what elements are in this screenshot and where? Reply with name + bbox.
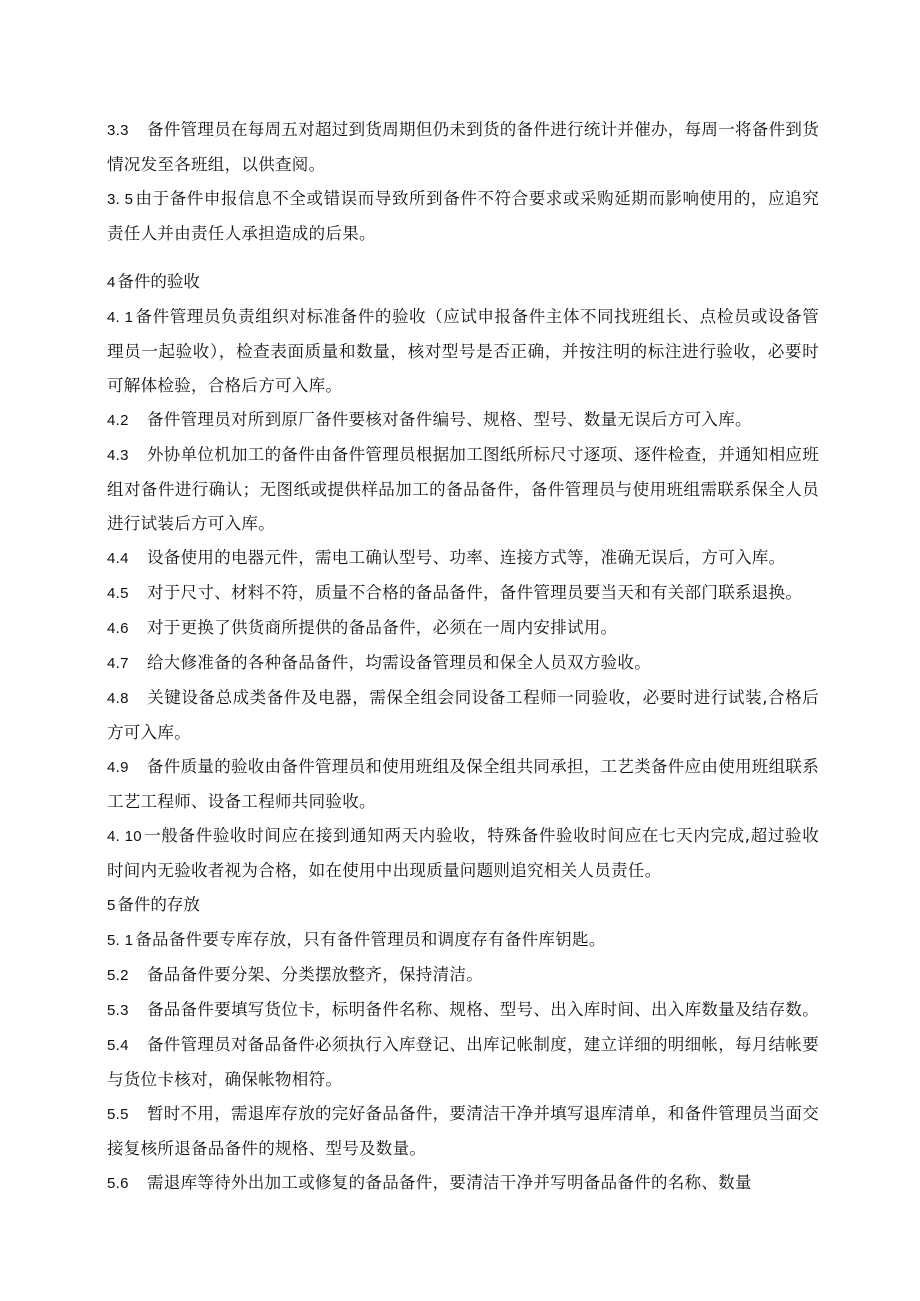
- section-title: 备件的验收: [117, 272, 200, 291]
- clause-number: 4.9: [107, 759, 129, 776]
- section-title: 备件的存放: [117, 895, 200, 914]
- paragraph-5-5: [107, 1097, 819, 1166]
- paragraph-4-5: [107, 576, 819, 611]
- paragraph-4-1: [107, 300, 819, 403]
- paragraph-3-3: [107, 113, 819, 182]
- clause-text: 备品备件要专库存放，只有备件管理员和调度存有备件库钥匙。: [135, 930, 606, 949]
- clause-number: 4.5: [107, 585, 129, 602]
- clause-number: 4.3: [107, 447, 129, 464]
- clause-number: 4.2: [107, 412, 129, 429]
- paragraph-4-2: [107, 403, 819, 438]
- paragraph-4-9: [107, 750, 819, 819]
- section-number: 4: [107, 274, 116, 291]
- clause-text: 备品备件要分架、分类摆放整齐，保持清洁。: [147, 965, 483, 984]
- paragraph-4-7: [107, 646, 819, 681]
- paragraph-4-3: [107, 438, 819, 541]
- clause-text: 暂时不用，需退库存放的完好备品备件，要清洁干净并填写退库清单，和备件管理员当面交接复核所退备品备件的规格、型号及数量。: [107, 1104, 819, 1158]
- clause-text: 关键设备总成类备件及电器，需保全组会同设备工程师一同验收，必要时进行试装,合格后方可入库。: [107, 688, 819, 742]
- clause-text: 需退库等待外出加工或修复的备品备件，要清洁干净并写明备品备件的名称、数量: [147, 1173, 752, 1192]
- paragraph-5-3: [107, 993, 819, 1028]
- clause-number: 5.6: [107, 1175, 129, 1192]
- clause-text: 备件管理员对备品备件必须执行入库登记、出库记帐制度，建立详细的明细帐，每月结帐要与货位卡核对，确保帐物相符。: [107, 1035, 819, 1089]
- clause-text: 对于尺寸、材料不符，质量不合格的备品备件，备件管理员要当天和有关部门联系退换。: [147, 583, 803, 602]
- clause-number: 5.3: [107, 1002, 129, 1019]
- section-number: 5: [107, 897, 116, 914]
- clause-number: 4.6: [107, 620, 129, 637]
- paragraph-5-4: [107, 1028, 819, 1097]
- paragraph-4-6: [107, 611, 819, 646]
- clause-text: 外协单位机加工的备件由备件管理员根据加工图纸所标尺寸逐项、逐件检查，并通知相应班组对备件进行确认；无图纸或提供样品加工的备品备件，备件管理员与使用班组需联系保全人员进行试装后方可入库。: [107, 445, 819, 533]
- clause-text: 由于备件申报信息不全或错误而导致所到备件不符合要求或采购延期而影响使用的，应追究责任人并由责任人承担造成的后果。: [107, 189, 819, 243]
- paragraph-5-6: [107, 1166, 819, 1201]
- section-4-heading: [107, 265, 819, 300]
- paragraph-5-1: [107, 923, 819, 958]
- clause-text: 对于更换了供货商所提供的备品备件，必须在一周内安排试用。: [147, 618, 618, 637]
- clause-number: 3.3: [107, 122, 129, 139]
- paragraph-4-10: [107, 819, 819, 888]
- clause-text: 备品备件要填写货位卡，标明备件名称、规格、型号、出入库时间、出入库数量及结存数。: [147, 1000, 819, 1019]
- clause-number: 5. 1: [107, 932, 134, 949]
- section-spacer: [107, 251, 819, 265]
- clause-number: 5.5: [107, 1106, 129, 1123]
- clause-number: 4.4: [107, 550, 129, 567]
- paragraph-5-2: [107, 958, 819, 993]
- paragraph-4-8: [107, 681, 819, 750]
- clause-text: 备件管理员对所到原厂备件要核对备件编号、规格、型号、数量无误后方可入库。: [147, 410, 752, 429]
- clause-number: 3. 5: [107, 191, 134, 208]
- clause-text: 一般备件验收时间应在接到通知两天内验收，特殊备件验收时间应在七天内完成,超过验收时间内无验收者视为合格，如在使用中出现质量问题则追究相关人员责任。: [107, 826, 819, 880]
- clause-number: 4. 1: [107, 309, 134, 326]
- clause-number: 5.2: [107, 967, 129, 984]
- paragraph-3-5: [107, 182, 819, 251]
- paragraph-4-4: [107, 541, 819, 576]
- clause-number: 5.4: [107, 1037, 129, 1054]
- section-5-heading: [107, 888, 819, 923]
- clause-number: 4.7: [107, 655, 129, 672]
- clause-text: 备件管理员在每周五对超过到货周期但仍未到货的备件进行统计并催办，每周一将备件到货情况发至各班组，以供查阅。: [107, 120, 819, 174]
- document-body: [107, 113, 819, 1201]
- clause-number: 4. 10: [107, 828, 142, 845]
- clause-text: 备件质量的验收由备件管理员和使用班组及保全组共同承担，工艺类备件应由使用班组联系工艺工程师、设备工程师共同验收。: [107, 757, 819, 811]
- clause-text: 给大修准备的各种备品备件，均需设备管理员和保全人员双方验收。: [147, 653, 651, 672]
- clause-number: 4.8: [107, 690, 129, 707]
- clause-text: 备件管理员负责组织对标准备件的验收（应试申报备件主体不同找班组长、点检员或设备管理员一起验收），检查表面质量和数量，核对型号是否正确，并按注明的标注进行验收，必要时可解体检验，合格后方可入库。: [107, 307, 819, 395]
- clause-text: 设备使用的电器元件，需电工确认型号、功率、连接方式等，准确无误后，方可入库。: [147, 548, 786, 567]
